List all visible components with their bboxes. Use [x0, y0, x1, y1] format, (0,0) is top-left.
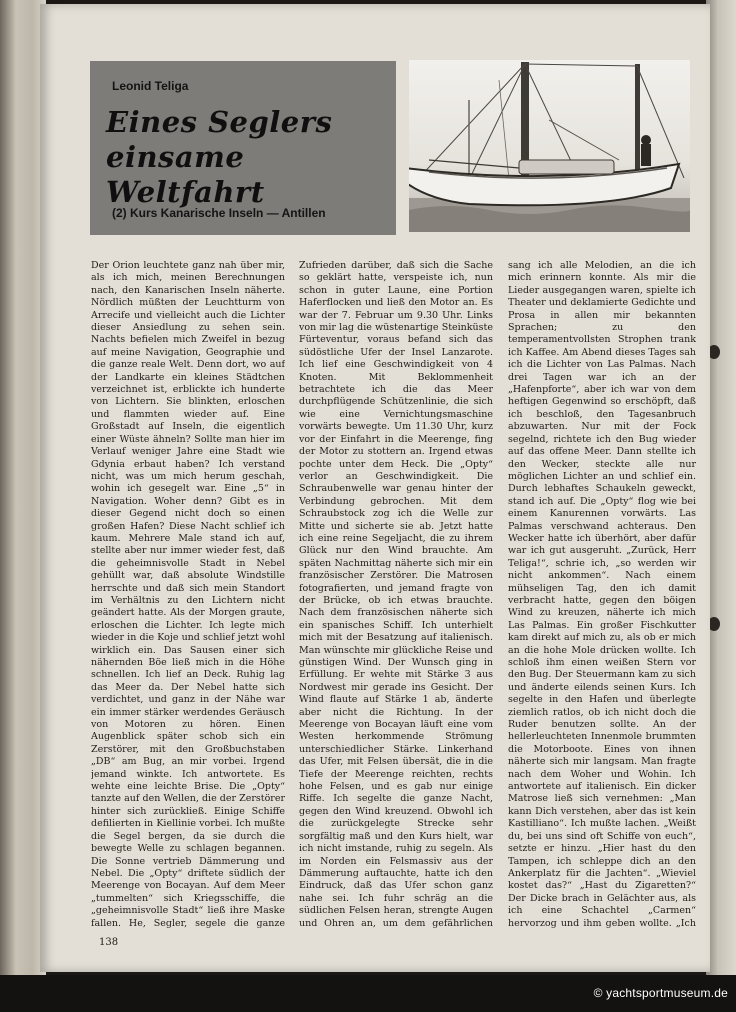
column-text: Zufrieden darüber, daß sich die Sache so geklärt hatte, verspeiste ich, nun schon in guter Laune, eine Portion Haferflocken und ließ den Motor an. Es war der 7. Februar um 9.30 Uhr. Links von mir lag die wüstenartige Steinküste Fürteventur, voraus befand sich das südöstliche Ufer der Insel Lanzarote. Ich lief eine Geschwindigkeit von 4 Knoten. Mit Beklommenheit betrachtete ich die das Meer durchpflügende Schützenlinie, die sich wie eine Vernichtungsmaschine vorwärts bewegte. Um 11.30 Uhr, kurz vor der Einfahrt in die Meerenge, fing der Motor zu stottern an. Irgend etwas pochte unter dem Heck. Die „Opty“ verlor an Geschwindigkeit. Die Schraubenwelle war genau hinter der Verbindung gebrochen. Mit dem Schraubstock zog ich die Welle zur Mitte und sicherte sie ab. Jetzt hatte ich eine reine Segeljacht, die zu ihrem Glück nur den Wind brauchte. Am späten Nachmittag näherte sich mir ein französischer Zerstörer. Die Matrosen fotografierten, und jemand fragte von der Brücke, ob ich etwas brauchte. Nach dem französischen näherte sich ein spanisches Schiff. Ich unterhielt mich mit der Besatzung auf italienisch. Man wünschte mir glückliche Reise und günstigen Wind. Der Wunsch ging in Erfüllung. Er wehte mit Stärke 3 aus Nordwest mir gerade ins Gesicht. Der Wind flaute auf Stärke 1 ab, änderte aber nicht die Richtung. In der Meerenge von Bocayan läuft eine vom Westen herkommende Strömung unterschiedlicher Stärke. Linkerhand das Ufer, mit Felsen übersät, die in die Tiefe der Meerenge reichten, rechts hohe Felsen, und es gab nur einige Riffe. Ich segelte die ganze Nacht, gegen den Wind kreuzend. Obwohl ich die zurückgelegte Strecke sehr sorgfältig maß und den Kurs hielt, war ich nicht imstande, ruhig zu segeln. Als im Norden ein Felsmassiv aus der Dämmerung auftauchte, hatte ich den Eindruck, daß das Ufer schon ganz nahe sei. Ich fuhr schräg an die südlichen Felsen heran, strengte Augen und Ohren an, um dem gefährlichen: [299, 260, 493, 929]
boom: [549, 120, 619, 160]
column-text: Der Orion leuchtete ganz nah über mir, als ich mich, meinen Berechnungen nach, den Kanarischen Inseln näherte. Nördlich müßten der Leuchtturm von Arrecife und vielleicht auch die Lichter dieser Ansiedlung zu sehen sein. Nachts befielen mich Zweifel in bezug auf meine Navigation, Geographie und die ganze reale Welt. Denn dort, wo auf der Landkarte ein kleines Städtchen verzeichnet ist, erblickte ich hunderte von Lichtern. Sie blinkten, erloschen und flammten wieder auf. Eine Großstadt auf Inseln, die eigentlich einer Wüste ähneln? Sollte man hier im Verlauf weniger Jahre eine Stadt wie Gdynia erbaut haben? Ich verstand nicht, was um mich herum geschah, wohin ich gesegelt war. Eine „5“ in Navigation. Woher denn? Gibt es in dieser Gegend nicht doch so einen großen Hafen? Diese Nacht schlief ich kaum. Mehrere Male stand ich auf, stellte aber nur immer wieder fest, daß die geheimnisvolle Stadt in Nebel gehüllt war, daß absolute Windstille herrschte und daß sich mein Standort im Verhältnis zu den Lichtern nicht geändert hatte. Als der Morgen graute, erloschen die Lichter. Ich legte mich wieder in die Koje und schlief jetzt wohl wirklich ein. Das Sausen einer sich nähernden Böe ließ mich in die Höhe schnellen. Ich lief an Deck. Ruhig lag das Meer da. Der Nebel hatte sich verdichtet, und ganz in der Nähe war ein immer stärker werdendes Geräusch von Motoren zu hören. Einen Augenblick später schob sich ein Zerstörer, mit den Großbuchstaben „DB“ am Bug, an mir vorbei. Irgend jemand winkte. Ich antwortete. Es wehte eine leichte Brise. Die „Opty“ tanzte auf den Wellen, die der Zerstörer hinter sich zurückließ. Einige Schiffe defilierten in Kiellinie vorbei. Ich mußte die Segel bergen, da sie durch die bewegte Welle zu schlagen begannen. Die Sonne vertrieb Dämmerung und Nebel. Die „Opty“ driftete südlich der Meerenge von Bocayan. Auf dem Meer „tummelten“ sich Kriegsschiffe, die „geheimnisvolle Stadt“ ließ ihre Maske fallen. He, Segler, segele die ganze: [91, 260, 285, 929]
triatic-stay: [525, 64, 637, 66]
sailboat-illustration: [409, 60, 690, 232]
column-text: sang ich alle Melodien, an die ich mich erinnern konnte. Als mir die Lieder ausgegangen waren, spielte ich Theater und deklamierte Gedichte und Prosa in allen mir bekannten Sprachen; zu den temperamentvollsten Strophen trank ich Kaffee. Am Abend dieses Tages sah ich die Lichter von Las Palmas. Nach drei Tagen war ich an der „Hafenpforte“, aber ich war von dem heftigen Gegenwind so erschöpft, daß ich beschloß, den Tagesanbruch abzuwarten. Nur mit der Fock segelnd, richtete ich den Bug wieder auf das offene Meer. Dann stellte ich den Wecker, steckte alle nur möglichen Lichter an und schlief ein. Durch lebhaftes Schaukeln geweckt, stand ich auf. Die „Opty“ flog wie bei einem Kanurennen vorwärts. Las Palmas verschwand achteraus. Den Wecker hatte ich überhört, aber dafür war ich gut ausgeruht. „Zurück, Herr Teliga!“, schrie ich, „so werden wir nicht ankommen“. Nach einem mühseligen Tag, den ich damit verbracht hatte, gegen den böigen Wind zu kreuzen, näherte ich mich Las Palmas. Ein großer Fischkutter kam direkt auf mich zu, als ob er mich an die hohe Mole drücken wollte. Ich schloß ihm einen weißen Stern vor den Bug. Der Steuermann kam zu sich und änderte eilends seinen Kurs. Ich segelte in den Hafen und überlegte ziemlich ratlos, ob ich nicht doch die Ruder benutzen sollte. An der hellerleuchteten Innenmole brummten die Motorboote. Eines von ihnen näherte sich mir langsam. Man fragte nach dem Woher und Wohin. Ich antwortete auf italienisch. Ein dicker Matrose ließ sich vernehmen: „Man kann Dich verstehen, aber das ist kein Kastilliano“. Ich mußte lachen. „Weißt du, bei uns sind oft Schiffe von euch“, setzte er hinzu. „Hier hast du den Tampen, ich schleppe dich an den Ankerplatz für die Jachten“. „Wieviel kostet das?“ „Hast du Zigaretten?“ Der Dicke brach in Gelächter aus, als ich eine Schachtel „Carmen“ hervorzog und ihm geben wollte. „Ich: [508, 260, 696, 929]
sailor-head: [641, 135, 651, 145]
halyard: [499, 80, 509, 180]
shroud: [469, 64, 525, 180]
text-column-1: [91, 260, 285, 930]
author-name: Leonid Teliga: [112, 79, 189, 93]
sailor: [641, 144, 651, 166]
text-column-3: [508, 260, 696, 930]
sailboat-photo: [409, 60, 690, 232]
article-subtitle: (2) Kurs Kanarische Inseln — Antillen: [112, 206, 326, 220]
facing-page-edge: [706, 0, 736, 975]
mizzen-mast: [635, 64, 640, 178]
article-header-box: [90, 61, 396, 235]
text-column-2: [299, 260, 493, 930]
page-number: 138: [99, 937, 119, 948]
rail: [429, 160, 519, 168]
article-title: Eines Seglers einsame Weltfahrt: [106, 105, 333, 209]
cabin: [519, 160, 614, 174]
watermark: © yachtsportmuseum.de: [593, 986, 728, 1000]
